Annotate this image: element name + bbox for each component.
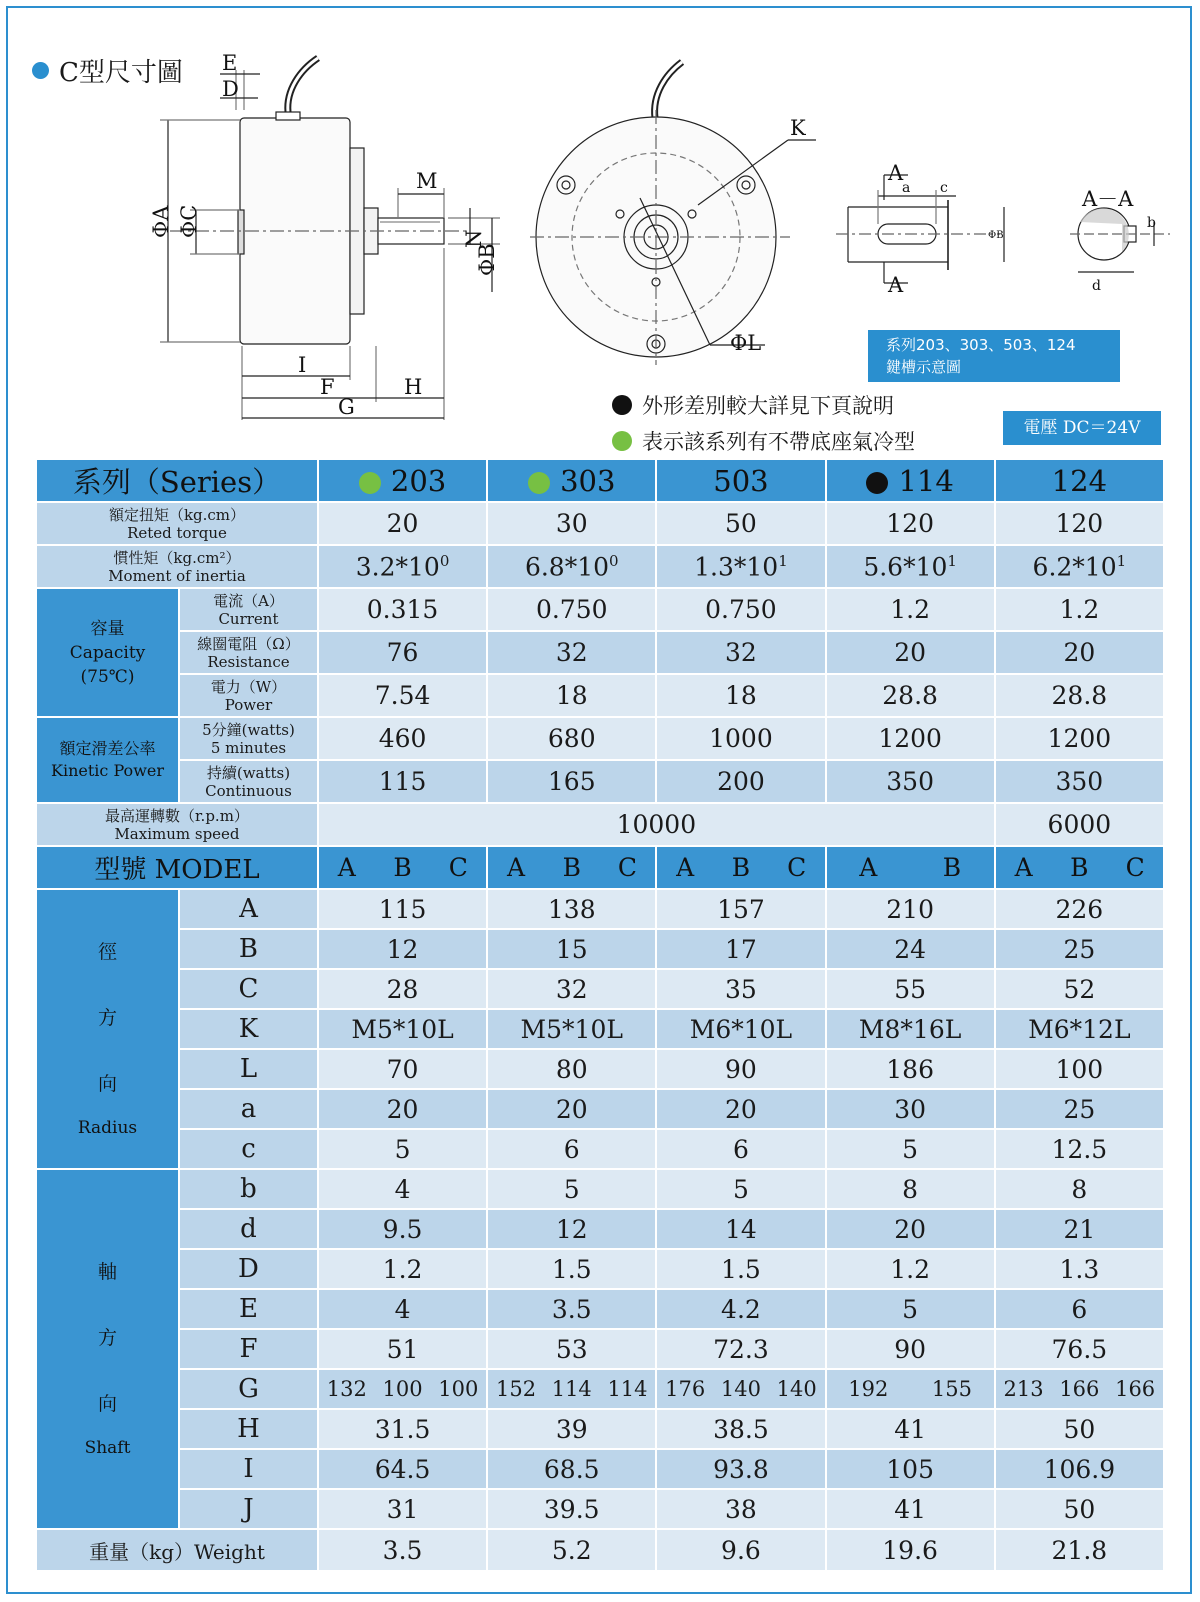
label-M: M [416, 169, 438, 193]
radius-value: M6*12L [996, 1010, 1163, 1048]
weight-value: 19.6 [827, 1530, 994, 1570]
model-variants: A B C [657, 847, 824, 888]
shaft-value: 50 [996, 1410, 1163, 1448]
radius-value: 115 [319, 890, 486, 928]
page-title-text: C型尺寸圖 [59, 58, 183, 88]
weight-value: 3.5 [319, 1530, 486, 1570]
model-label: 型號 MODEL [37, 847, 317, 888]
green-dot-icon [528, 472, 550, 494]
capacity-value: 1.2 [996, 589, 1163, 630]
weight-label: 重量（kg）Weight [37, 1530, 317, 1570]
kinetic-row-label: 5分鐘(watts) 5 minutes [180, 718, 317, 759]
series-header-114: 114 [827, 460, 994, 501]
keyslot-note-line: 鍵槽示意圖 [886, 358, 962, 376]
shaft-value: 20 [827, 1210, 994, 1248]
radius-row-key: L [180, 1050, 317, 1088]
label-phiC: ΦC [177, 204, 201, 238]
label-H: H [404, 375, 423, 399]
shaft-value: 50 [996, 1490, 1163, 1528]
radius-value: M6*10L [657, 1010, 824, 1048]
capacity-value: 18 [488, 675, 655, 716]
label-F: F [320, 375, 335, 399]
capacity-value: 20 [827, 632, 994, 673]
shaft-value: 9.5 [319, 1210, 486, 1248]
black-dot-icon [866, 472, 888, 494]
kinetic-value: 1200 [996, 718, 1163, 759]
radius-value: 186 [827, 1050, 994, 1088]
torque-value: 30 [488, 503, 655, 544]
model-variants: A B C [996, 847, 1163, 888]
capacity-value: 7.54 [319, 675, 486, 716]
capacity-value: 32 [657, 632, 824, 673]
legend-large-shape [612, 390, 894, 420]
shaft-value: 93.8 [657, 1450, 824, 1488]
inertia-value: $3.2*10^0$ [319, 546, 486, 587]
radius-value: 20 [657, 1090, 824, 1128]
label-I: I [298, 353, 307, 377]
shaft-row-key: G [180, 1370, 317, 1408]
shaft-value: 51 [319, 1330, 486, 1368]
green-dot-icon [359, 472, 381, 494]
capacity-value: 28.8 [996, 675, 1163, 716]
shaft-value: 3.5 [488, 1290, 655, 1328]
radius-value: M5*10L [319, 1010, 486, 1048]
label-E: E [222, 51, 238, 75]
capacity-value: 76 [319, 632, 486, 673]
radius-row-key: a [180, 1090, 317, 1128]
kinetic-value: 1200 [827, 718, 994, 759]
keyslot-note [868, 330, 1120, 382]
shaft-value: 1.5 [657, 1250, 824, 1288]
kinetic-value: 680 [488, 718, 655, 759]
shaft-value: 8 [996, 1170, 1163, 1208]
label-N: N [462, 229, 486, 248]
shaft-value: 5 [488, 1170, 655, 1208]
shaft-value: 38.5 [657, 1410, 824, 1448]
capacity-value: 20 [996, 632, 1163, 673]
torque-value: 20 [319, 503, 486, 544]
radius-value: 70 [319, 1050, 486, 1088]
radius-value: 28 [319, 970, 486, 1008]
radius-value: 32 [488, 970, 655, 1008]
maxspeed-value: 10000 [319, 804, 994, 845]
label-D: D [222, 77, 239, 101]
shaft-value: 1.2 [827, 1250, 994, 1288]
radius-value: 24 [827, 930, 994, 968]
radius-value: 138 [488, 890, 655, 928]
radius-row-key: A [180, 890, 317, 928]
label-G: G [338, 395, 355, 419]
capacity-row-label: 線圈電阻（Ω） Resistance [180, 632, 317, 673]
series-header-label: 系列（Series） [37, 460, 317, 501]
capacity-value: 18 [657, 675, 824, 716]
radius-value: 25 [996, 930, 1163, 968]
technical-drawing [0, 0, 1200, 455]
shaft-row-key: E [180, 1290, 317, 1328]
maxspeed-label: 最高運轉數（r.p.m） Maximum speed [37, 804, 317, 845]
shaft-value: 39 [488, 1410, 655, 1448]
shaft-value: 41 [827, 1490, 994, 1528]
kinetic-row-label: 持續(watts) Continuous [180, 761, 317, 802]
shaft-group-label: 軸 方 向 Shaft [37, 1170, 178, 1528]
inertia-value: $1.3*10^1$ [657, 546, 824, 587]
torque-value: 50 [657, 503, 824, 544]
shaft-value: 4.2 [657, 1290, 824, 1328]
capacity-row-label: 電力（W） Power [180, 675, 317, 716]
weight-value: 5.2 [488, 1530, 655, 1570]
capacity-value: 0.750 [657, 589, 824, 630]
torque-value: 120 [996, 503, 1163, 544]
voltage-badge: 電壓 DC＝24V [1003, 411, 1161, 445]
radius-value: 55 [827, 970, 994, 1008]
radius-group-label: 徑 方 向 Radius [37, 890, 178, 1168]
kinetic-value: 165 [488, 761, 655, 802]
black-dot-icon [612, 395, 632, 415]
kinetic-value: 350 [827, 761, 994, 802]
kinetic-value: 1000 [657, 718, 824, 759]
shaft-row-key: d [180, 1210, 317, 1248]
radius-row-key: C [180, 970, 317, 1008]
radius-value: 6 [657, 1130, 824, 1168]
model-variants: A B [827, 847, 994, 888]
shaft-value: 14 [657, 1210, 824, 1248]
radius-value: 12.5 [996, 1130, 1163, 1168]
shaft-value: 105 [827, 1450, 994, 1488]
radius-value: 52 [996, 970, 1163, 1008]
label-b: b [1147, 215, 1156, 231]
label-phiA: ΦA [149, 205, 173, 238]
model-variants: A B C [319, 847, 486, 888]
radius-value: 30 [827, 1090, 994, 1128]
radius-value: 80 [488, 1050, 655, 1088]
kinetic-value: 115 [319, 761, 486, 802]
shaft-value: 12 [488, 1210, 655, 1248]
shaft-value: 4 [319, 1170, 486, 1208]
torque-label: 額定扭矩（kg.cm） Reted torque [37, 503, 317, 544]
shaft-row-key: J [180, 1490, 317, 1528]
shaft-value: 1.2 [319, 1250, 486, 1288]
section-A-bottom: A [888, 273, 904, 297]
maxspeed-value-124: 6000 [996, 804, 1163, 845]
series-header-503: 503 [657, 460, 824, 501]
capacity-value: 1.2 [827, 589, 994, 630]
legend-text: 表示該系列有不帶底座氣冷型 [642, 430, 915, 454]
radius-row-key: c [180, 1130, 317, 1168]
capacity-value: 28.8 [827, 675, 994, 716]
keyslot-note-line: 系列203、303、503、124 [886, 336, 1076, 354]
shaft-value: 41 [827, 1410, 994, 1448]
label-phiB-small: ΦB [988, 230, 1004, 241]
shaft-value: 53 [488, 1330, 655, 1368]
shaft-value: 39.5 [488, 1490, 655, 1528]
radius-value: 226 [996, 890, 1163, 928]
shaft-row-key: H [180, 1410, 317, 1448]
spec-table [35, 458, 1165, 1572]
section-AA-label: A－A [1082, 187, 1134, 211]
kinetic-value: 350 [996, 761, 1163, 802]
radius-value: 210 [827, 890, 994, 928]
shaft-value-split: 176 140 140 [657, 1370, 824, 1408]
shaft-value-split: 192 155 [827, 1370, 994, 1408]
radius-value: 100 [996, 1050, 1163, 1088]
label-c: c [940, 180, 948, 196]
capacity-value: 0.315 [319, 589, 486, 630]
label-d: d [1092, 278, 1101, 294]
shaft-value: 21 [996, 1210, 1163, 1248]
radius-value: M5*10L [488, 1010, 655, 1048]
shaft-value: 64.5 [319, 1450, 486, 1488]
shaft-value: 8 [827, 1170, 994, 1208]
radius-value: 25 [996, 1090, 1163, 1128]
radius-row-key: K [180, 1010, 317, 1048]
capacity-row-label: 電流（A） Current [180, 589, 317, 630]
capacity-value: 0.750 [488, 589, 655, 630]
shaft-value-split: 152 114 114 [488, 1370, 655, 1408]
shaft-value-split: 132 100 100 [319, 1370, 486, 1408]
shaft-value: 31 [319, 1490, 486, 1528]
radius-value: 157 [657, 890, 824, 928]
torque-value: 120 [827, 503, 994, 544]
kinetic-value: 460 [319, 718, 486, 759]
radius-row-key: B [180, 930, 317, 968]
inertia-value: $6.2*10^1$ [996, 546, 1163, 587]
shaft-value: 31.5 [319, 1410, 486, 1448]
radius-value: 20 [319, 1090, 486, 1128]
shaft-value: 5 [657, 1170, 824, 1208]
shaft-value-split: 213 166 166 [996, 1370, 1163, 1408]
model-variants: A B C [488, 847, 655, 888]
shaft-value: 1.3 [996, 1250, 1163, 1288]
radius-value: 12 [319, 930, 486, 968]
radius-value: 6 [488, 1130, 655, 1168]
label-a: a [902, 180, 911, 196]
inertia-value: $6.8*10^0$ [488, 546, 655, 587]
legend-air-cooled [612, 426, 915, 456]
radius-value: 35 [657, 970, 824, 1008]
radius-value: 17 [657, 930, 824, 968]
inertia-label: 慣性矩（kg.cm²） Moment of inertia [37, 546, 317, 587]
section-A-top: A [888, 161, 904, 185]
capacity-value: 32 [488, 632, 655, 673]
shaft-value: 68.5 [488, 1450, 655, 1488]
shaft-value: 6 [996, 1290, 1163, 1328]
weight-value: 21.8 [996, 1530, 1163, 1570]
inertia-value: $5.6*10^1$ [827, 546, 994, 587]
radius-value: 5 [319, 1130, 486, 1168]
label-phiL: ΦL [730, 331, 762, 355]
shaft-value: 72.3 [657, 1330, 824, 1368]
radius-value: 90 [657, 1050, 824, 1088]
radius-value: 15 [488, 930, 655, 968]
series-header-203: 203 [319, 460, 486, 501]
series-header-303: 303 [488, 460, 655, 501]
weight-value: 9.6 [657, 1530, 824, 1570]
radius-value: 5 [827, 1130, 994, 1168]
label-K: K [790, 116, 806, 140]
shaft-value: 5 [827, 1290, 994, 1328]
capacity-group-label: 容量 Capacity (75℃) [37, 589, 178, 716]
green-dot-icon [612, 431, 632, 451]
kinetic-value: 200 [657, 761, 824, 802]
series-header-124: 124 [996, 460, 1163, 501]
dimension-drawing-area [0, 0, 1200, 455]
legend-text: 外形差別較大詳見下頁說明 [642, 394, 894, 418]
radius-value: M8*16L [827, 1010, 994, 1048]
shaft-value: 4 [319, 1290, 486, 1328]
shaft-row-key: I [180, 1450, 317, 1488]
shaft-row-key: b [180, 1170, 317, 1208]
shaft-value: 1.5 [488, 1250, 655, 1288]
kinetic-group-label: 額定滑差公率 Kinetic Power [37, 718, 178, 802]
label-phiB: ΦB [475, 243, 499, 276]
radius-value: 20 [488, 1090, 655, 1128]
shaft-value: 76.5 [996, 1330, 1163, 1368]
shaft-value: 38 [657, 1490, 824, 1528]
shaft-row-key: D [180, 1250, 317, 1288]
shaft-row-key: F [180, 1330, 317, 1368]
shaft-value: 106.9 [996, 1450, 1163, 1488]
shaft-value: 90 [827, 1330, 994, 1368]
